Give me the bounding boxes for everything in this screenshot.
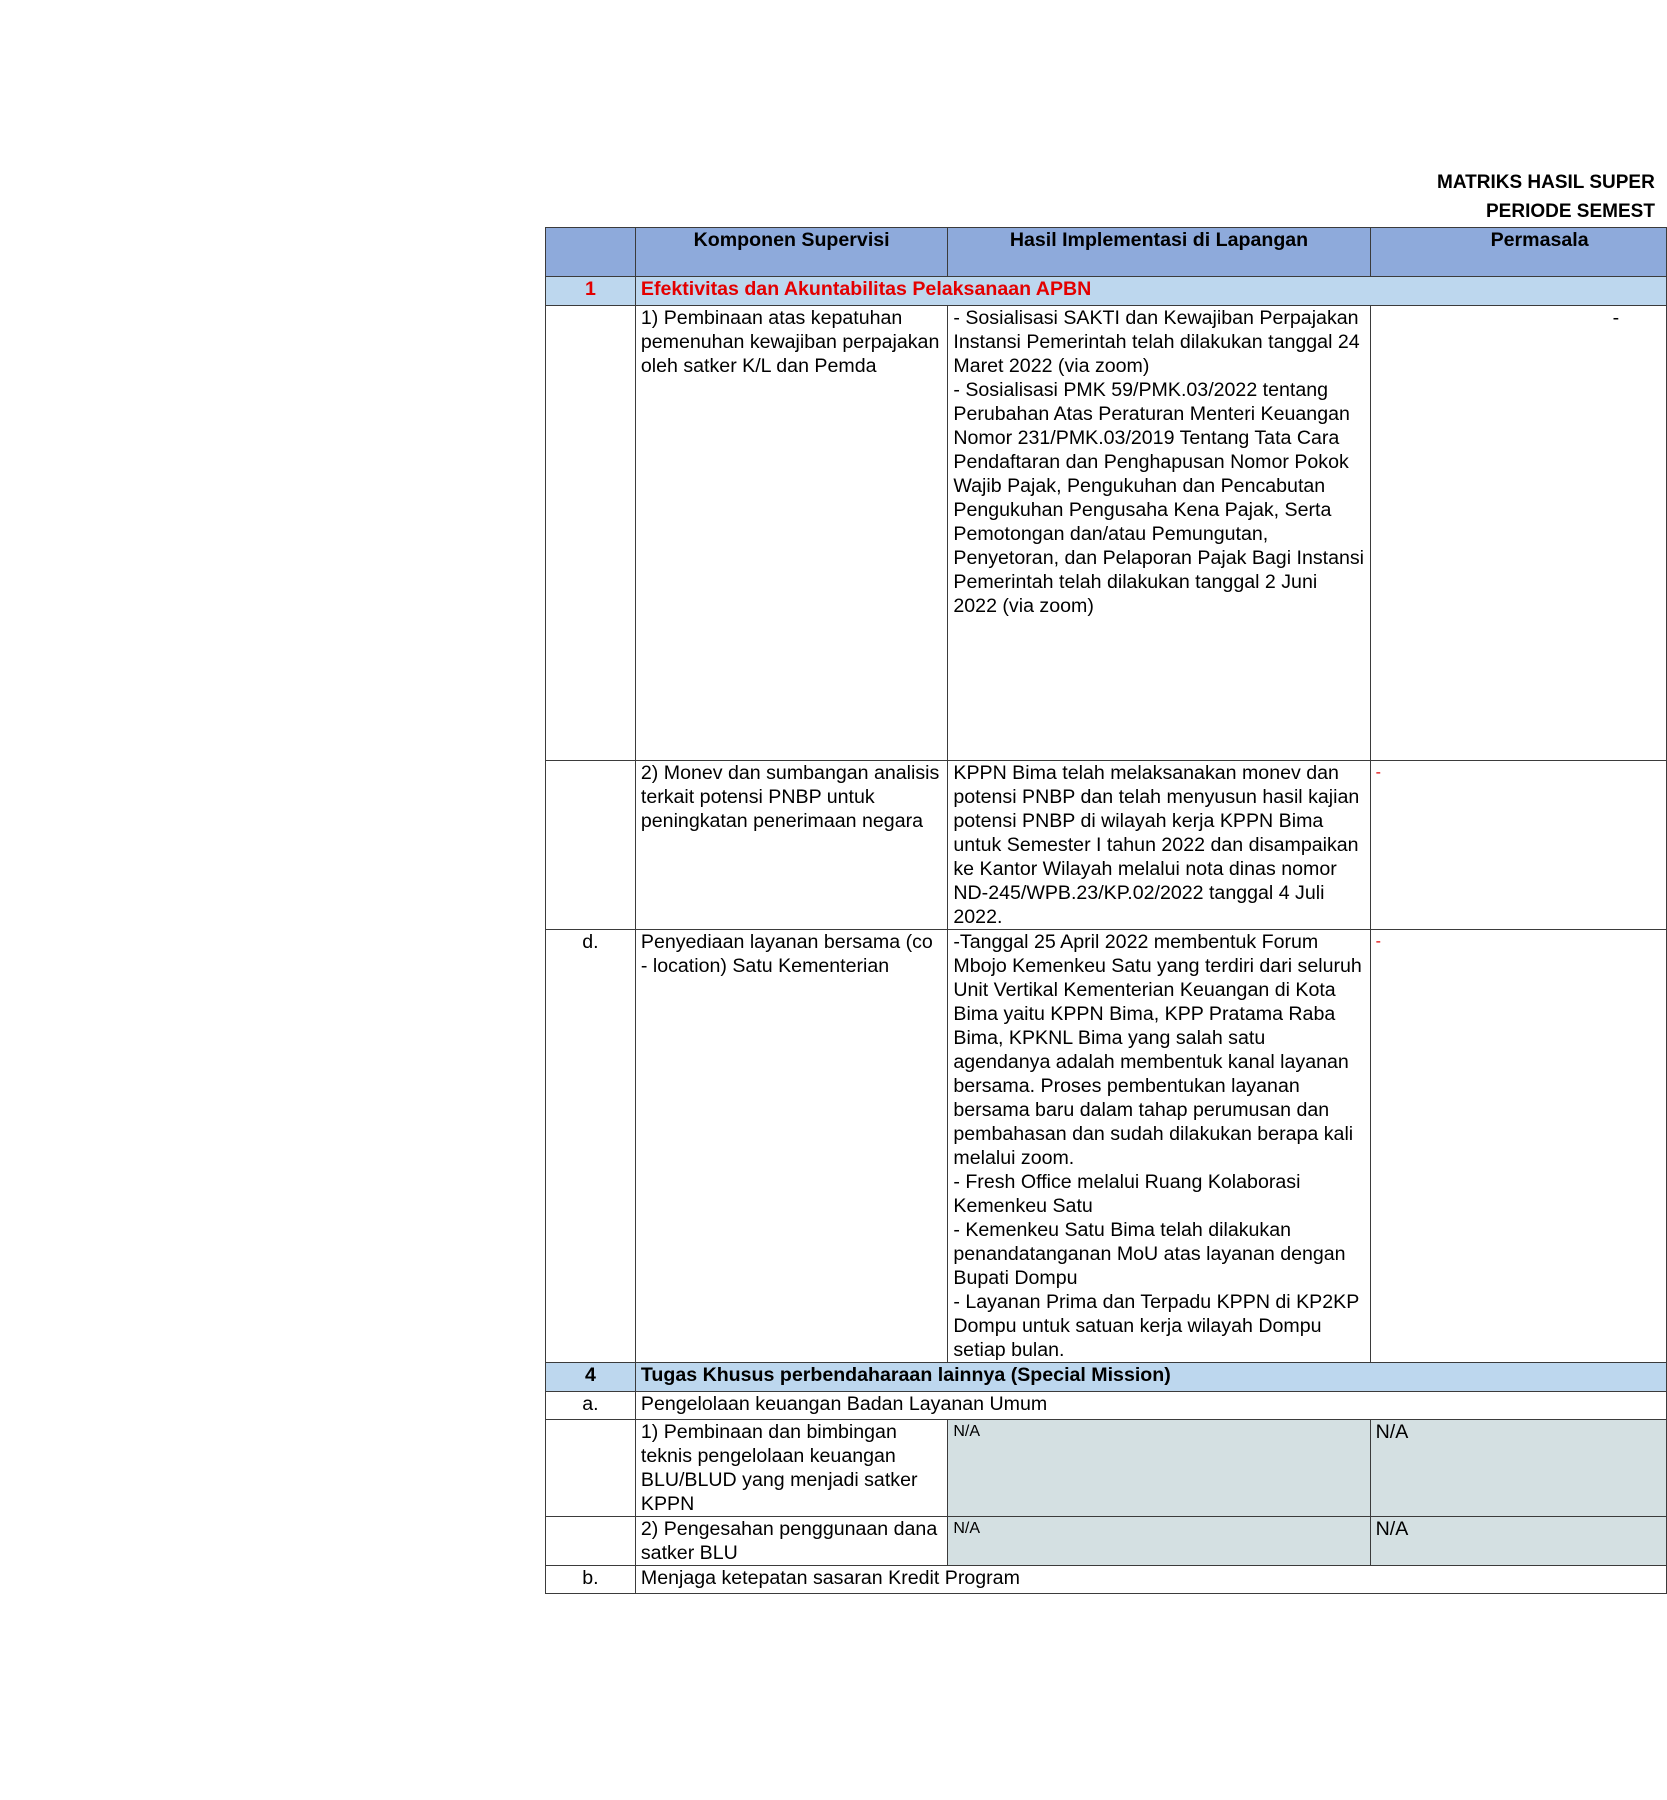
- komponen-cell: 2) Monev dan sumbangan analisis terkait potensi PNBP untuk peningkatan penerimaan negara: [635, 761, 948, 930]
- header-hasil: Hasil Implementasi di Lapangan: [948, 228, 1370, 277]
- section-number: 4: [546, 1363, 636, 1392]
- section-number: 1: [546, 277, 636, 306]
- section-row-1: [546, 277, 1667, 306]
- section-title: Tugas Khusus perbendaharaan lainnya (Special Mission): [635, 1363, 1666, 1392]
- document-period: PERIODE SEMEST: [1486, 201, 1655, 222]
- table-row: [546, 1420, 1667, 1517]
- komponen-cell: Penyediaan layanan bersama (co - location) Satu Kementerian: [635, 930, 948, 1363]
- permasalahan-cell: [1370, 306, 1666, 761]
- header-komponen: Komponen Supervisi: [635, 228, 948, 277]
- row-number: [546, 1517, 636, 1566]
- hasil-cell: KPPN Bima telah melaksanakan monev dan potensi PNBP dan telah menyusun hasil kajian potensi PNBP di wilayah kerja KPPN Bima untuk Semester I tahun 2022 dan disampaikan ke Kantor Wilayah melalui nota dinas nomor ND-245/WPB.23/KP.02/2022 tanggal 4 Juli 2022.: [948, 761, 1370, 930]
- permasalahan-cell: N/A: [1370, 1517, 1666, 1566]
- row-letter: a.: [546, 1392, 636, 1420]
- permasalahan-cell: N/A: [1370, 1420, 1666, 1517]
- komponen-cell: 1) Pembinaan atas kepatuhan pemenuhan kewajiban perpajakan oleh satker K/L dan Pemda: [635, 306, 948, 761]
- hasil-cell: N/A: [948, 1420, 1370, 1517]
- table-header-row: [546, 228, 1667, 277]
- row-number: d.: [546, 930, 636, 1363]
- permasalahan-value: -: [1612, 307, 1620, 329]
- row-number: [546, 761, 636, 930]
- hasil-cell: - Sosialisasi SAKTI dan Kewajiban Perpajakan Instansi Pemerintah telah dilakukan tanggal 24 Maret 2022 (via zoom) - Sosialisasi PMK 59/PMK.03/2022 tentang Perubahan Atas Peraturan Menteri Keuangan Nomor 231/PMK.03/2019 Tentang Tata Cara Pendaftaran dan Penghapusan Nomor Pokok Wajib Pajak, Pengukuhan dan Pencabutan Pengukuhan Pengusaha Kena Pajak, Serta Pemotongan dan/atau Pemungutan, Penyetoran, dan Pelaporan Pajak Bagi Instansi Pemerintah telah dilakukan tanggal 2 Juni 2022 (via zoom): [948, 306, 1370, 761]
- header-no: [546, 228, 636, 277]
- table-row: [546, 761, 1667, 930]
- table-row: [546, 1566, 1667, 1594]
- section-title: Efektivitas dan Akuntabilitas Pelaksanaan APBN: [635, 277, 1666, 306]
- table-row: [546, 306, 1667, 761]
- document-title: MATRIKS HASIL SUPER: [1437, 172, 1655, 193]
- table-row: [546, 1392, 1667, 1420]
- section-row-4: [546, 1363, 1667, 1392]
- komponen-cell: 1) Pembinaan dan bimbingan teknis pengelolaan keuangan BLU/BLUD yang menjadi satker KPPN: [635, 1420, 948, 1517]
- table-row: [546, 1517, 1667, 1566]
- supervision-matrix-table: [545, 227, 1667, 1594]
- row-number: [546, 1420, 636, 1517]
- header-permasalahan: Permasala: [1370, 228, 1666, 277]
- hasil-cell: N/A: [948, 1517, 1370, 1566]
- permasalahan-cell: -: [1370, 761, 1666, 930]
- row-letter: b.: [546, 1566, 636, 1594]
- permasalahan-cell: -: [1370, 930, 1666, 1363]
- row-label: Menjaga ketepatan sasaran Kredit Program: [635, 1566, 1666, 1594]
- row-number: [546, 306, 636, 761]
- komponen-cell: 2) Pengesahan penggunaan dana satker BLU: [635, 1517, 948, 1566]
- hasil-cell: -Tanggal 25 April 2022 membentuk Forum Mbojo Kemenkeu Satu yang terdiri dari seluruh Unit Vertikal Kementerian Keuangan di Kota Bima yaitu KPPN Bima, KPP Pratama Raba Bima, KPKNL Bima yang salah satu agendanya adalah membentuk kanal layanan bersama. Proses pembentukan layanan bersama baru dalam tahap perumusan dan pembahasan dan sudah dilakukan berapa kali melalui zoom. - Fresh Office melalui Ruang Kolaborasi Kemenkeu Satu - Kemenkeu Satu Bima telah dilakukan penandatanganan MoU atas layanan dengan Bupati Dompu - Layanan Prima dan Terpadu KPPN di KP2KP Dompu untuk satuan kerja wilayah Dompu setiap bulan.: [948, 930, 1370, 1363]
- table-row: [546, 930, 1667, 1363]
- row-label: Pengelolaan keuangan Badan Layanan Umum: [635, 1392, 1666, 1420]
